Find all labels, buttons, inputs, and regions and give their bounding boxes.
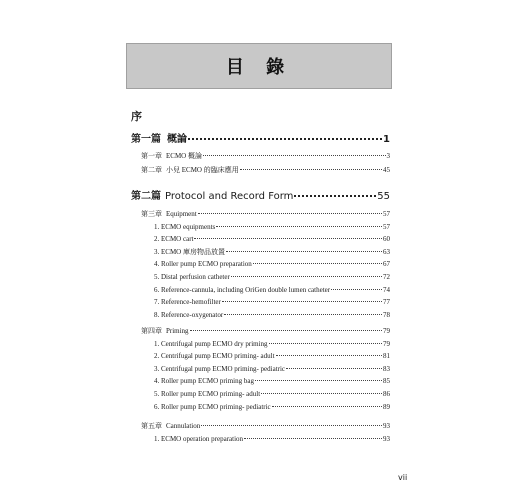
leader-dots: [253, 260, 382, 265]
toc-item[interactable]: [131, 363, 390, 376]
page-ref: 79: [383, 339, 390, 348]
preface-heading: 序: [131, 110, 142, 123]
leader-dots: [216, 222, 382, 227]
toc-item[interactable]: [131, 401, 390, 414]
item-title: 1. ECMO equipments: [154, 222, 216, 231]
leader-dots: [244, 434, 382, 439]
part-title: 概論: [167, 134, 187, 145]
toc-item[interactable]: [131, 433, 390, 446]
part-number: 第二篇: [131, 191, 161, 202]
leader-dots: [286, 364, 382, 369]
item-title: 1. ECMO operation preparation: [154, 434, 244, 443]
item-title: 3. ECMO 庫房物品放置: [154, 247, 225, 256]
page-ref: 93: [383, 434, 390, 443]
toc-item[interactable]: [131, 233, 390, 246]
item-title: 5. Roller pump ECMO priming- adult: [154, 389, 261, 398]
leader-dots: [294, 190, 376, 198]
toc-chapter-3[interactable]: [131, 208, 390, 221]
item-title: 1. Centrifugal pump ECMO dry priming: [154, 339, 268, 348]
item-title: 4. Roller pump ECMO priming bag: [154, 377, 254, 386]
page-ref: 78: [383, 310, 390, 319]
toc-item[interactable]: [131, 221, 390, 234]
page-ref: 57: [383, 222, 390, 231]
page-ref: 89: [383, 402, 390, 411]
leader-dots: [201, 421, 382, 426]
item-title: 8. Reference-oxygenator: [154, 310, 224, 319]
chapter-title: 小兒 ECMO 的臨床應用: [166, 166, 239, 174]
toc-chapter-5[interactable]: [131, 420, 390, 433]
chapter-number: 第五章: [141, 422, 162, 430]
toc-part-1[interactable]: [131, 130, 390, 145]
part-number: 第一篇: [131, 134, 161, 145]
page-ref: 81: [383, 352, 390, 361]
page-ref: 72: [383, 272, 390, 281]
leader-dots: [188, 133, 382, 141]
toc-item[interactable]: [131, 338, 390, 351]
toc-item[interactable]: [131, 284, 390, 297]
page-ref: 60: [383, 235, 390, 244]
item-title: 3. Centrifugal pump ECMO priming- pediatric: [154, 364, 286, 373]
chapter-title: ECMO 概論: [166, 152, 202, 160]
toc-item[interactable]: [131, 309, 390, 322]
page-ref: 57: [383, 210, 390, 218]
chapter-title: Priming: [166, 327, 189, 335]
toc-chapter-4[interactable]: [131, 325, 390, 338]
toc-item[interactable]: [131, 271, 390, 284]
item-title: 5. Distal perfusion catheter: [154, 272, 230, 281]
part-title: Protocol and Record Form: [165, 191, 294, 202]
chapter-number: 第一章: [141, 152, 162, 160]
leader-dots: [194, 234, 382, 239]
chapter-number: 第四章: [141, 327, 162, 335]
leader-dots: [226, 247, 382, 252]
leader-dots: [276, 351, 382, 356]
item-title: 4. Roller pump ECMO preparation: [154, 260, 252, 269]
chapter-number: 第二章: [141, 166, 162, 174]
page-ref: 86: [383, 389, 390, 398]
item-title: 6. Reference-cannula, including OriGen double lumen catheter: [154, 285, 331, 294]
page-ref: 1: [383, 134, 390, 145]
item-title: 2. Centrifugal pump ECMO priming- adult: [154, 352, 275, 361]
toc-item[interactable]: [131, 375, 390, 388]
page-ref: 74: [383, 285, 390, 294]
page-ref: 55: [377, 191, 390, 202]
item-title: 7. Reference-hemofilter: [154, 298, 221, 307]
leader-dots: [261, 389, 382, 394]
page-ref: 79: [383, 327, 390, 335]
page-ref: 83: [383, 364, 390, 373]
leader-dots: [203, 151, 386, 156]
page-title: 目 錄: [126, 43, 392, 89]
leader-dots: [190, 326, 382, 331]
page-number: vii: [398, 473, 408, 482]
page-ref: 67: [383, 260, 390, 269]
item-title: 6. Roller pump ECMO priming- pediatric: [154, 402, 271, 411]
toc-part-2[interactable]: [131, 187, 390, 202]
chapter-title: Equipment: [166, 210, 197, 218]
toc-item[interactable]: [131, 258, 390, 271]
leader-dots: [222, 297, 382, 302]
page-ref: 3: [386, 152, 390, 160]
page-ref: 63: [383, 247, 390, 256]
toc-item[interactable]: [131, 388, 390, 401]
toc-item[interactable]: [131, 296, 390, 309]
toc-chapter-1[interactable]: [131, 151, 390, 161]
leader-dots: [198, 209, 382, 214]
page-ref: 45: [383, 166, 390, 174]
leader-dots: [240, 165, 382, 170]
chapter-number: 第三章: [141, 210, 162, 218]
leader-dots: [231, 272, 382, 277]
leader-dots: [272, 402, 382, 407]
toc-item[interactable]: [131, 246, 390, 259]
page-ref: 93: [383, 422, 390, 430]
leader-dots: [224, 310, 382, 315]
item-title: 2. ECMO cart: [154, 235, 194, 244]
page-ref: 85: [383, 377, 390, 386]
toc-item[interactable]: [131, 350, 390, 363]
page-ref: 77: [383, 298, 390, 307]
leader-dots: [255, 377, 382, 382]
chapter-title: Cannulation: [166, 422, 201, 430]
leader-dots: [269, 339, 382, 344]
leader-dots: [331, 285, 382, 290]
toc-chapter-2[interactable]: [131, 165, 390, 175]
